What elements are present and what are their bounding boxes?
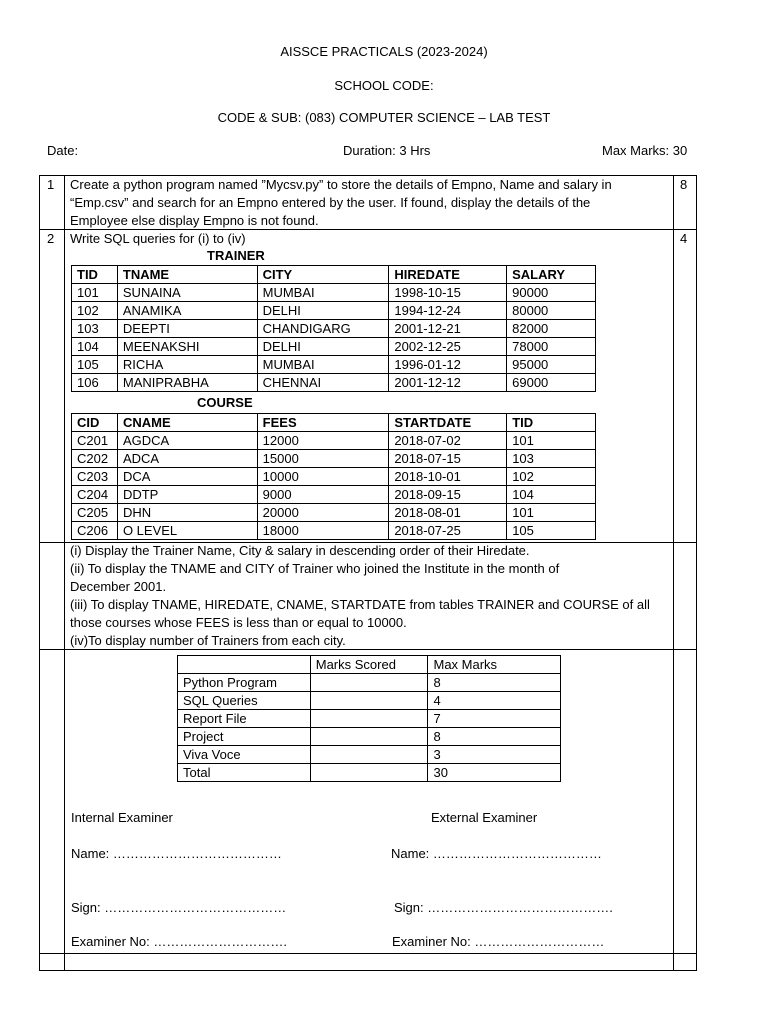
date-label: Date: [47, 143, 79, 158]
marks-table-cell [310, 728, 428, 746]
trainer-table-cell: MUMBAI [257, 356, 389, 374]
school-code: SCHOOL CODE: [334, 78, 434, 93]
course-table-row [72, 468, 596, 486]
course-table-cell: 105 [507, 522, 596, 540]
trainer-table-cell: 105 [72, 356, 118, 374]
course-table-cell: 20000 [257, 504, 389, 522]
trainer-table-cell: MUMBAI [257, 284, 389, 302]
sql-queries-list [70, 542, 670, 650]
marks-table-cell: 8 [428, 728, 561, 746]
question-2-marks: 4 [680, 231, 688, 246]
course-table-header-cell: CID [72, 414, 118, 432]
course-table-row [72, 486, 596, 504]
course-table-cell: 2018-10-01 [389, 468, 507, 486]
marks-table-cell [310, 692, 428, 710]
trainer-table-cell: CHENNAI [257, 374, 389, 392]
trainer-table-row [72, 320, 596, 338]
query-line: (ii) To display the TNAME and CITY of Trainer who joined the Institute in the month of [70, 561, 560, 576]
trainer-table-header-cell: TNAME [117, 266, 257, 284]
query-line: (iv)To display number of Trainers from each city. [70, 633, 346, 648]
marks-table-row [178, 764, 561, 782]
marks-table-cell [310, 746, 428, 764]
marks-table-cell: 3 [428, 746, 561, 764]
marks-table-cell: 30 [428, 764, 561, 782]
course-table-cell: 12000 [257, 432, 389, 450]
trainer-table-cell: 1994-12-24 [389, 302, 507, 320]
query-line: (iii) To display TNAME, HIREDATE, CNAME, STARTDATE from tables TRAINER and COURSE of all [70, 597, 650, 612]
course-table-cell: AGDCA [117, 432, 257, 450]
trainer-table-cell: 1998-10-15 [389, 284, 507, 302]
trainer-table-header-cell: TID [72, 266, 118, 284]
trainer-table-header-cell: CITY [257, 266, 389, 284]
course-table-cell: 2018-07-02 [389, 432, 507, 450]
trainer-table-row [72, 302, 596, 320]
external-examiner-label: External Examiner [431, 810, 538, 825]
question-1-number: 1 [47, 177, 55, 192]
marks-table-header-cell: Max Marks [428, 656, 561, 674]
trainer-table-cell: 80000 [507, 302, 596, 320]
course-table-header-cell: TID [507, 414, 596, 432]
course-table-row [72, 432, 596, 450]
trainer-table-row [72, 356, 596, 374]
trainer-table-cell: 2002-12-25 [389, 338, 507, 356]
course-table-cell: 2018-09-15 [389, 486, 507, 504]
trainer-table-cell: DELHI [257, 338, 389, 356]
course-table-cell: O LEVEL [117, 522, 257, 540]
course-table-cell: 18000 [257, 522, 389, 540]
course-table-cell: DDTP [117, 486, 257, 504]
marks-table-cell: Project [178, 728, 311, 746]
internal-examiner-label: Internal Examiner [71, 810, 173, 825]
trainer-table-cell: 2001-12-12 [389, 374, 507, 392]
question-1-text [70, 176, 670, 230]
course-table [71, 413, 596, 540]
trainer-table-cell: 82000 [507, 320, 596, 338]
marks-table-cell: Viva Voce [178, 746, 311, 764]
marks-table-cell: Total [178, 764, 311, 782]
marks-table-cell: Python Program [178, 674, 311, 692]
marks-table-row [178, 692, 561, 710]
marks-table-cell: SQL Queries [178, 692, 311, 710]
course-table-cell: 101 [507, 504, 596, 522]
duration-label: Duration: 3 Hrs [343, 143, 431, 158]
course-table-row [72, 522, 596, 540]
course-table-cell: C204 [72, 486, 118, 504]
trainer-table-cell: MANIPRABHA [117, 374, 257, 392]
course-table-cell: C202 [72, 450, 118, 468]
exam-title: AISSCE PRACTICALS (2023-2024) [280, 44, 488, 59]
subject-line: CODE & SUB: (083) COMPUTER SCIENCE – LAB TEST [217, 110, 551, 125]
course-table-cell: ADCA [117, 450, 257, 468]
course-table-header-row [72, 414, 596, 432]
trainer-table-cell: 1996-01-12 [389, 356, 507, 374]
internal-examiner-no: Examiner No: …………………………. [71, 934, 287, 949]
trainer-table-cell: CHANDIGARG [257, 320, 389, 338]
max-marks-label: Max Marks: 30 [602, 143, 688, 158]
marks-table-cell [310, 674, 428, 692]
trainer-table-header-cell: SALARY [507, 266, 596, 284]
course-table-cell: C206 [72, 522, 118, 540]
marks-table-cell: 4 [428, 692, 561, 710]
course-table-cell: 104 [507, 486, 596, 504]
trainer-table-caption: TRAINER [207, 248, 265, 263]
trainer-table-cell: 78000 [507, 338, 596, 356]
trainer-table-row [72, 338, 596, 356]
course-table-cell: 2018-07-25 [389, 522, 507, 540]
trainer-table-cell: 101 [72, 284, 118, 302]
trainer-table-cell: 2001-12-21 [389, 320, 507, 338]
marks-table-cell: 8 [428, 674, 561, 692]
trainer-table-cell: DELHI [257, 302, 389, 320]
query-line: (i) Display the Trainer Name, City & salary in descending order of their Hiredate. [70, 543, 530, 558]
marks-table-cell [310, 710, 428, 728]
course-table-header-cell: FEES [257, 414, 389, 432]
marks-table-cell [310, 764, 428, 782]
course-table-header-cell: CNAME [117, 414, 257, 432]
trainer-table-cell: 104 [72, 338, 118, 356]
trainer-table-cell: 95000 [507, 356, 596, 374]
course-table-cell: 101 [507, 432, 596, 450]
question-1-line: “Emp.csv” and search for an Empno entered by the user. If found, display the details of the [70, 195, 591, 210]
marks-table-header-row [178, 656, 561, 674]
course-table-cell: C203 [72, 468, 118, 486]
question-2-intro: Write SQL queries for (i) to (iv) [70, 231, 246, 246]
course-table-cell: 103 [507, 450, 596, 468]
trainer-table-cell: ANAMIKA [117, 302, 257, 320]
course-table-cell: 2018-07-15 [389, 450, 507, 468]
trainer-table-cell: SUNAINA [117, 284, 257, 302]
trainer-table-row [72, 284, 596, 302]
trainer-table-header-cell: HIREDATE [389, 266, 507, 284]
question-2-number: 2 [47, 231, 55, 246]
course-table-cell: 9000 [257, 486, 389, 504]
external-examiner-no: Examiner No: ………………………… [392, 934, 605, 949]
trainer-table-cell: 106 [72, 374, 118, 392]
external-name-line: Name: ………………………………… [391, 846, 602, 861]
marks-table-header-cell [178, 656, 311, 674]
course-table-cell: 102 [507, 468, 596, 486]
course-table-cell: 2018-08-01 [389, 504, 507, 522]
trainer-table [71, 265, 596, 392]
marks-table-cell: 7 [428, 710, 561, 728]
trainer-table-header-row [72, 266, 596, 284]
trainer-table-cell: 103 [72, 320, 118, 338]
marks-table-row [178, 710, 561, 728]
course-table-row [72, 450, 596, 468]
marks-table-row [178, 674, 561, 692]
course-table-cell: DCA [117, 468, 257, 486]
query-line: those courses whose FEES is less than or equal to 10000. [70, 615, 407, 630]
trainer-table-cell: MEENAKSHI [117, 338, 257, 356]
trainer-table-cell: RICHA [117, 356, 257, 374]
marks-table-header-cell: Marks Scored [310, 656, 428, 674]
course-table-cell: 10000 [257, 468, 389, 486]
internal-sign-line: Sign: …………………………………… [71, 900, 287, 915]
marks-table-cell: Report File [178, 710, 311, 728]
trainer-table-cell: 90000 [507, 284, 596, 302]
trainer-table-cell: 69000 [507, 374, 596, 392]
trainer-table-cell: 102 [72, 302, 118, 320]
course-table-cell: C205 [72, 504, 118, 522]
query-line: December 2001. [70, 579, 167, 594]
question-1-marks: 8 [680, 177, 688, 192]
course-table-header-cell: STARTDATE [389, 414, 507, 432]
course-table-cell: C201 [72, 432, 118, 450]
marks-table [177, 655, 561, 782]
external-sign-line: Sign: ……………………………………. [394, 900, 613, 915]
internal-name-line: Name: ………………………………… [71, 846, 282, 861]
course-table-row [72, 504, 596, 522]
trainer-table-cell: DEEPTI [117, 320, 257, 338]
course-table-cell: DHN [117, 504, 257, 522]
trainer-table-row [72, 374, 596, 392]
question-1-line: Create a python program named ”Mycsv.py” to store the details of Empno, Name and salary in [70, 177, 612, 192]
marks-table-row [178, 746, 561, 764]
question-1-line: Employee else display Empno is not found. [70, 213, 319, 228]
course-table-cell: 15000 [257, 450, 389, 468]
course-table-caption: COURSE [197, 395, 253, 410]
marks-table-row [178, 728, 561, 746]
